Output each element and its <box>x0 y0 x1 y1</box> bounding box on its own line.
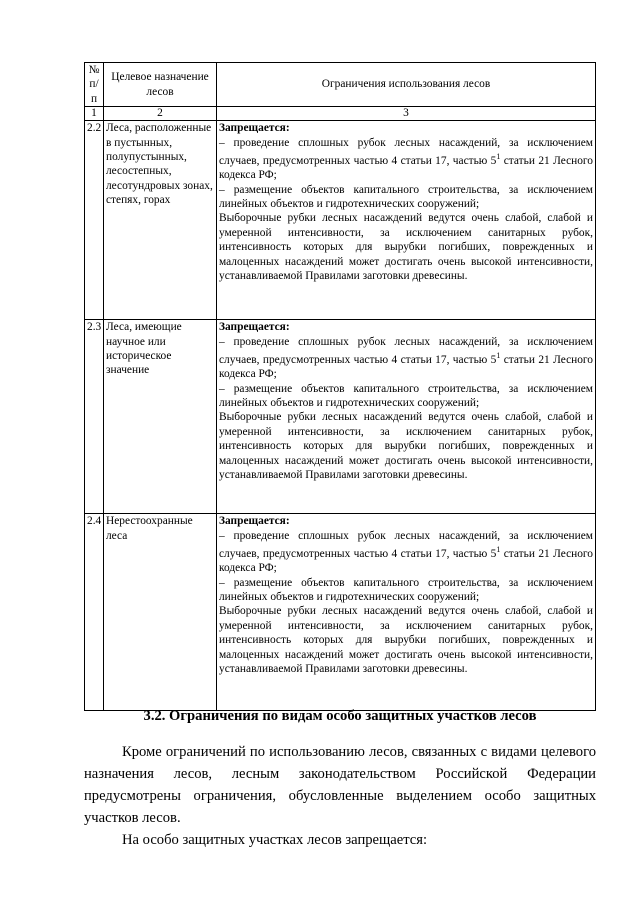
row-restrictions <box>217 320 596 514</box>
restriction-note: Выборочные рубки лесных насаждений ведутся очень слабой, слабой и умеренной интенсивности, за исключением санитарных рубок, интенсивность которых для вырубки погибших, поврежденных и малоценных насаждений может достигать очень высокой интенсивности, устанавливаемой Правилами заготовки древесины. <box>219 411 593 482</box>
section-paragraph-2: На особо защитных участках лесов запрещается: <box>122 832 428 848</box>
table-row <box>85 320 596 514</box>
restriction-note: Выборочные рубки лесных насаждений ведутся очень слабой, слабой и умеренной интенсивности, за исключением санитарных рубок, интенсивность которых для вырубки погибших, поврежденных и малоценных насаждений может достигать очень высокой интенсивности, устанавливаемой Правилами заготовки древесины. <box>219 605 593 676</box>
restriction-note: Выборочные рубки лесных насаждений ведутся очень слабой, слабой и умеренной интенсивности, за исключением санитарных рубок, интенсивность которых для вырубки погибших, поврежденных и малоценных насаждений может достигать очень высокой интенсивности, устанавливаемой Правилами заготовки древесины. <box>219 212 593 283</box>
restriction-item-2: – размещение объектов капитального строительства, за исключением линейных объектов и гидротехнических сооружений; <box>219 382 593 410</box>
col-number-2: 2 <box>104 107 217 121</box>
col-number-1: 1 <box>85 107 104 121</box>
row-num: 2.3 <box>85 320 104 514</box>
prohibited-label: Запрещается: <box>219 515 290 528</box>
col-number-3: 3 <box>217 107 596 121</box>
row-restrictions <box>217 514 596 711</box>
table-row <box>85 121 596 320</box>
header-purpose: Целевое назначение лесов <box>104 63 217 107</box>
row-restrictions <box>217 121 596 320</box>
column-number-row <box>85 107 596 121</box>
section-paragraph-1: Кроме ограничений по использованию лесов, связанных с видами целевого назначения лесов, лесным законодательством Российской Федерации предусмотрены ограничения, обусловленные выделением особо защитных участков лесов. <box>84 744 596 826</box>
restriction-item-1: – проведение сплошных рубок лесных насаждений, за исключением случаев, предусмотренных частью 4 статьи 17, частью $5^1$ статьи 21 Лесного кодекса РФ; <box>219 529 593 575</box>
restriction-item-1: – проведение сплошных рубок лесных насаждений, за исключением случаев, предусмотренных частью 4 статьи 17, частью $5^1$ статьи 21 Лесного кодекса РФ; <box>219 335 593 381</box>
row-purpose: Леса, имеющие научное или историческое значение <box>104 320 217 514</box>
section-heading: 3.2. Ограничения по видам особо защитных участков лесов <box>143 708 537 724</box>
row-num: 2.4 <box>85 514 104 711</box>
restriction-item-2: – размещение объектов капитального строительства, за исключением линейных объектов и гидротехнических сооружений; <box>219 183 593 211</box>
row-purpose: Нерестоохранные леса <box>104 514 217 711</box>
prohibited-label: Запрещается: <box>219 122 290 135</box>
table-header-row <box>85 63 596 107</box>
restriction-item-1: – проведение сплошных рубок лесных насаждений, за исключением случаев, предусмотренных частью 4 статьи 17, частью $5^1$ статьи 21 Лесного кодекса РФ; <box>219 136 593 182</box>
prohibited-label: Запрещается: <box>219 321 290 334</box>
header-restrictions: Ограничения использования лесов <box>217 63 596 107</box>
restrictions-table <box>84 62 596 711</box>
table-row <box>85 514 596 711</box>
row-num: 2.2 <box>85 121 104 320</box>
restriction-item-2: – размещение объектов капитального строительства, за исключением линейных объектов и гидротехнических сооружений; <box>219 576 593 604</box>
row-purpose: Леса, расположенные в пустынных, полупустынных, лесостепных, лесотундровых зонах, степях, горах <box>104 121 217 320</box>
header-num: № п/п <box>85 63 104 107</box>
